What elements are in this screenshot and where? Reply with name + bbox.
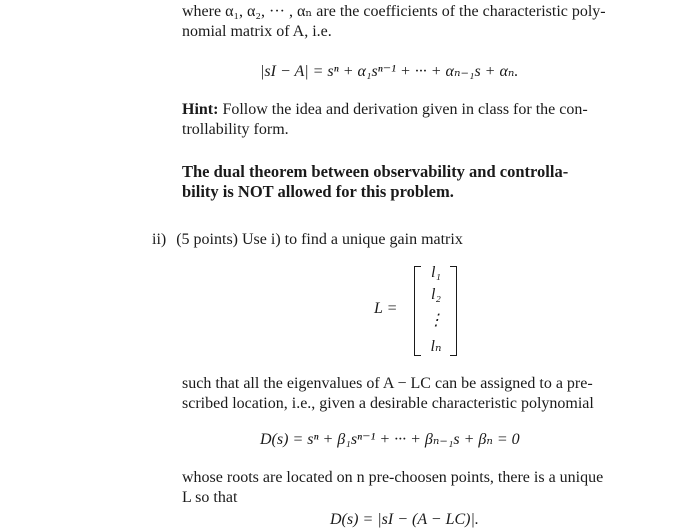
para3-line1	[182, 468, 603, 488]
matrix-entry-vdots: ⋮	[428, 312, 444, 329]
para1-line2-text: nomial matrix of A, i.e.	[182, 23, 332, 40]
matrix-right-bracket	[450, 266, 457, 356]
equation-characteristic-polynomial	[260, 62, 518, 82]
para1-line1-text: where α₁, α₂, ··· , αₙ are the coefficients of the characteristic poly-	[182, 3, 606, 20]
para1-line2	[182, 22, 332, 42]
note-line2	[182, 182, 454, 202]
para2-line1	[182, 374, 593, 394]
note-line1	[182, 162, 568, 182]
part2-marker: ii)	[152, 231, 167, 248]
hint-line2	[182, 120, 289, 140]
para3-line2-text: L so that	[182, 489, 238, 506]
para2-line2-text: scribed location, i.e., given a desirable characteristic polynomial	[182, 395, 594, 412]
note-line1-text: The dual theorem between observability and controlla-	[182, 162, 569, 181]
note-line2-text: bility is NOT allowed for this problem.	[182, 182, 454, 201]
equation-closed-loop	[330, 510, 479, 530]
equation-3-text: D(s) = |sI − (A − LC)|.	[330, 511, 479, 528]
matrix-left-bracket	[414, 266, 421, 356]
para2-line2	[182, 394, 594, 414]
para1-line1	[182, 2, 606, 22]
hint-label: Hint:	[182, 101, 219, 118]
matrix-entry-l2: l₂	[430, 286, 441, 303]
para3-line2	[182, 488, 237, 508]
para2-line1-text: such that all the eigenvalues of A − LC can be assigned to a pre-	[182, 375, 593, 392]
equation-desired-polynomial	[260, 430, 520, 450]
equation-1-text: |sI − A| = sⁿ + α₁sⁿ⁻¹ + ··· + αₙ₋₁s + αₙ.	[260, 63, 519, 80]
part2-text: (5 points) Use i) to find a unique gain matrix	[176, 231, 463, 248]
equation-2-text: D(s) = sⁿ + β₁sⁿ⁻¹ + ··· + βₙ₋₁s + βₙ = 0	[260, 431, 520, 448]
hint-line1	[182, 100, 588, 120]
para3-line1-text: whose roots are located on n pre-choosen points, there is a unique	[182, 469, 604, 486]
matrix-entry-ln: lₙ	[430, 338, 442, 355]
hint-line2-text: trollability form.	[182, 121, 289, 138]
matrix-entry-l1: l₁	[430, 264, 441, 281]
matrix-label: L =	[374, 300, 398, 317]
part2-line	[152, 230, 463, 250]
hint-line1-text: Follow the idea and derivation given in class for the con-	[222, 101, 588, 118]
